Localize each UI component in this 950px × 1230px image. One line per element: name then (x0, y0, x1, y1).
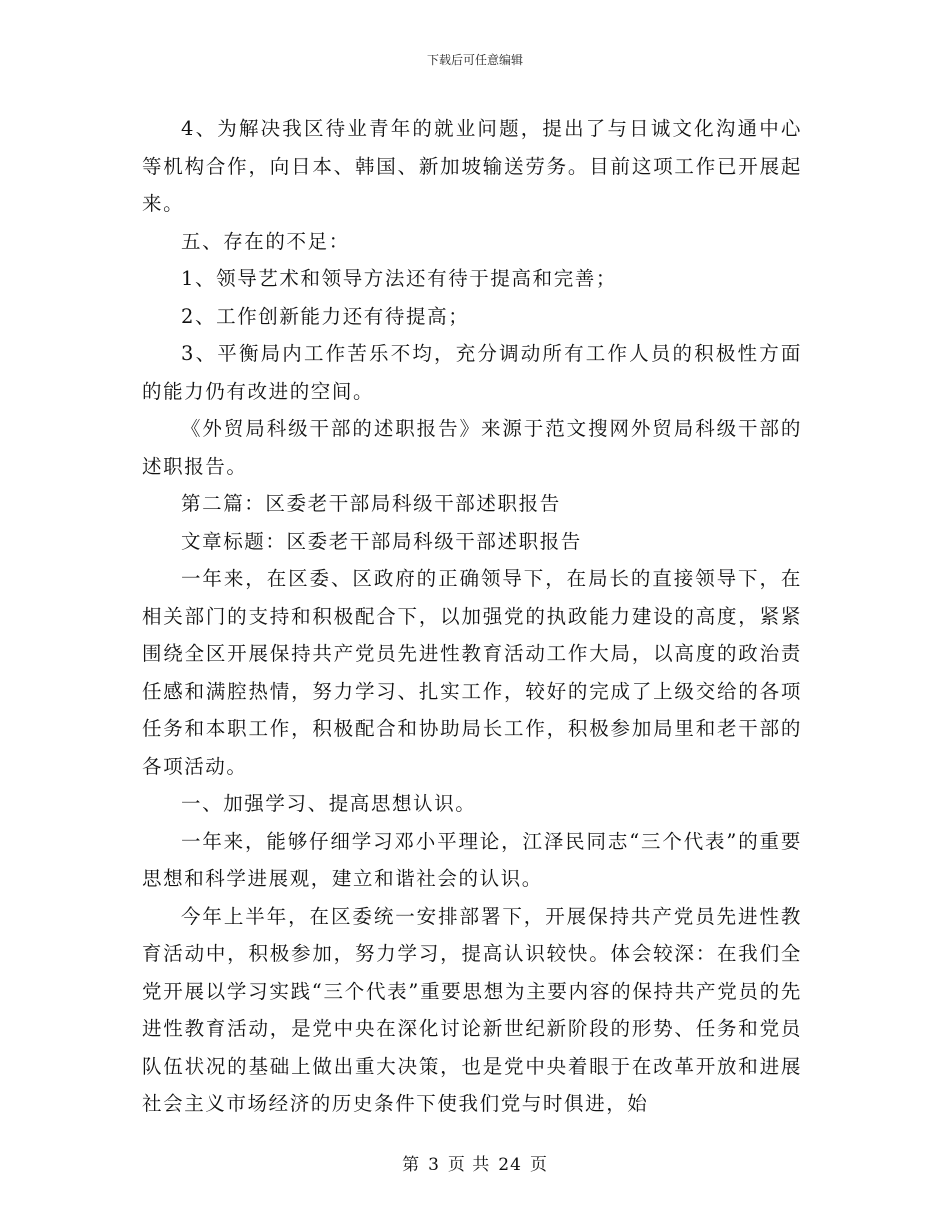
paragraph: 3、平衡局内工作苦乐不均，充分调动所有工作人员的积极性方面的能力仍有改进的空间。 (142, 342, 802, 403)
paragraph: 《外贸局科级干部的述职报告》来源于范文搜网外贸局科级干部的述职报告。 (142, 417, 802, 478)
paragraph: 2、工作创新能力还有待提高； (181, 304, 470, 328)
section-heading: 五、存在的不足： (181, 229, 350, 253)
footer-prefix: 第 (402, 1155, 421, 1175)
paragraph: 一年来，在区委、区政府的正确领导下，在局长的直接领导下，在相关部门的支持和积极配合下，以加强党的执政能力建设的高度，紧紧围绕全区开展保持共产党员先进性教育活动工作大局，以高度的政治责任感和满腔热情，努力学习、扎实工作，较好的完成了上级交给的各项任务和本职工作，积极配合和协助局长工作，积极参加局里和老干部的各项活动。 (142, 567, 802, 778)
article-title-line: 文章标题：区委老干部局科级干部述职报告 (181, 529, 582, 553)
article-title-line: 第二篇：区委老干部局科级干部述职报告 (181, 492, 561, 515)
paragraph: 4、为解决我区待业青年的就业问题，提出了与日诚文化沟通中心等机构合作，向日本、韩国、新加坡输送劳务。目前这项工作已开展起来。 (142, 117, 802, 215)
page-footer (0, 1154, 950, 1176)
footer-middle: 页 共 (447, 1155, 491, 1175)
paragraph: 一年来，能够仔细学习邓小平理论，江泽民同志“三个代表”的重要思想和科学进展观，建立和谐社会的认识。 (142, 829, 802, 890)
total-pages-number: 24 (498, 1155, 522, 1175)
footer-suffix: 页 (529, 1155, 548, 1175)
current-page-number: 3 (428, 1155, 440, 1175)
section-heading: 一、加强学习、提高思想认识。 (181, 792, 477, 815)
document-body (142, 110, 802, 1123)
paragraph: 1、领导艺术和领导方法还有待于提高和完善； (181, 267, 618, 290)
paragraph: 今年上半年，在区委统一安排部署下，开展保持共产党员先进性教育活动中，积极参加，努力学习，提高认识较快。体会较深：在我们全党开展以学习实践“三个代表”重要思想为主要内容的保持共产党员的先进性教育活动，是党中央在深化讨论新世纪新阶段的形势、任务和党员队伍状况的基础上做出重大决策，也是党中央着眼于在改革开放和进展社会主义市场经济的历史条件下使我们党与时俱进，始 (142, 904, 802, 1115)
page-header: 下载后可任意编辑 (426, 53, 523, 67)
